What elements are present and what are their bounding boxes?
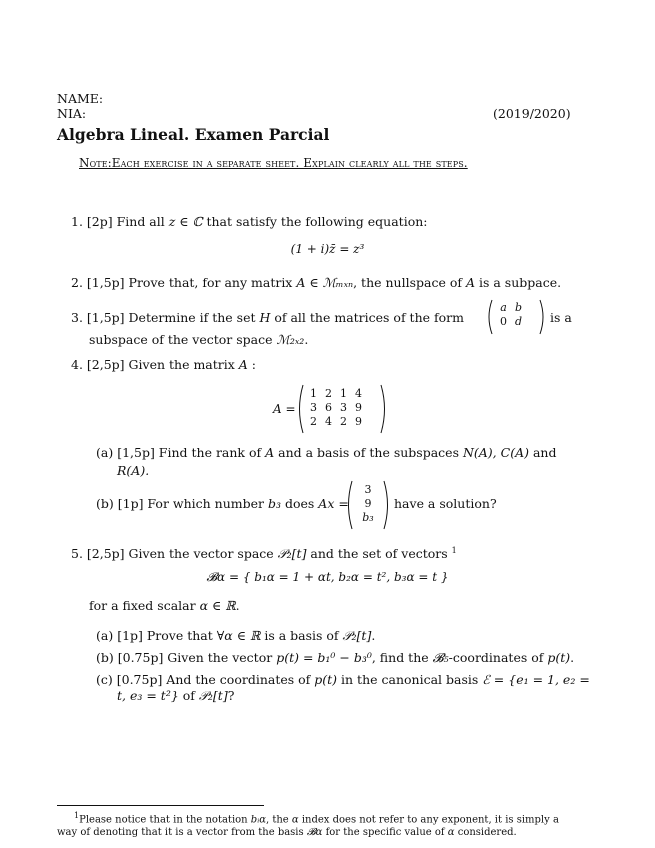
exercise-number: 1. bbox=[71, 214, 83, 229]
exam-title: Algebra Lineal. Examen Parcial bbox=[57, 125, 330, 144]
exercise-4b-vector: 3 9 b₃ bbox=[345, 479, 391, 535]
matrix-lhs: A = bbox=[273, 402, 296, 416]
exercise-1: 1. [2p] Find all z ∈ ℂ that satisfy the following equation: bbox=[71, 214, 428, 229]
exercise-1-equation: (1 + i)z̄ = z³ bbox=[290, 242, 365, 256]
footnote: $^1$Please notice that in the notation bᵢα, the α index does not refer to any exponent, it is simply a way of denoting that it is a vector from the basis 𝓑α for the specific value of α considered. bbox=[57, 811, 559, 839]
exam-note: Note:Each exercise in a separate sheet. Explain clearly all the steps. bbox=[79, 156, 468, 170]
exercise-5c: (c) [0.75p] And the coordinates of p(t) in the canonical basis ℰ = {e₁ = 1, e₂ = bbox=[96, 672, 590, 687]
academic-year: (2019/2020) bbox=[493, 106, 571, 121]
exercise-4a: (a) [1,5p] Find the rank of A and a basis of the subspaces N(A), C(A) and bbox=[96, 445, 557, 460]
exercise-4-matrix: 1 2 1 4 3 6 3 9 2 4 2 9 bbox=[296, 383, 388, 439]
footnote-mark: 1 bbox=[451, 546, 457, 555]
name-label: NAME: bbox=[57, 91, 104, 106]
exercise-5a: (a) [1p] Prove that ∀α ∈ ℝ is a basis of 𝒫₂[t]. bbox=[96, 628, 376, 643]
exercise-number: 3. bbox=[71, 310, 83, 325]
exercise-4b: (b) [1p] For which number b₃ does Ax = bbox=[96, 496, 349, 511]
exercise-number: 2. bbox=[71, 275, 83, 290]
exercise-3: 3. [1,5p] Determine if the set H of all the matrices of the form bbox=[71, 310, 464, 325]
exercise-2: 2. [1,5p] Prove that, for any matrix A ∈ ℳₘₓₙ, the nullspace of A is a subpace. bbox=[71, 275, 562, 290]
exercise-number: 5. bbox=[71, 546, 83, 562]
exercise-5-scalar: for a fixed scalar α ∈ ℝ. bbox=[89, 598, 240, 613]
exam-page: NAME: NIA: (2019/2020) Algebra Lineal. Examen Parcial Note:Each exercise in a separate sheet. Explain clearly all the steps. 1. [2p] Find all z ∈ ℂ that satisfy the following equation: (1 + i)z̄ = z³ 2. [1,5p] Prove that, for any matrix A ∈ ℳₘₓₙ, the nullspace of A is a subpace. 3. [1,5p] Determine if the set H of all the matrices of the form a b 0 d is a subspace of the vector space ℳ₂ₓ₂. 4. [2,5p] Given the matrix A : A = 1 2 1 4 3 6 3 9 2 4 2 9 (a) [1,5p] Find the rank of A and a basis of the subspaces N(A), C(A) and R(A). (b) [1p] For which number b₃ does Ax = 3 9 b₃ have a solution? 5. [2,5p] Given the vector space 𝒫₂[t] and the set of vectors $^1$ 𝓑α = { b₁α = 1 + αt, b₂α = t², b₃α = t } for a fixed scalar α ∈ ℝ. (a) [1p] Prove that ∀α ∈ ℝ is a basis of 𝒫₂[t]. (b) [0.75p] Given the vector p(t) = b₁⁰ − b₃⁰, find the 𝓑₅-coordinates of p(t). (c) [0.75p] And the coordinates of p(t) in the canonical basis ℰ = {e₁ = 1, e₂ = t, e₃ = t²} of 𝒫₂[t]? $^1$Please notice that in the notation bᵢα, the α index does not refer to any exponent, it is simply a way of denoting that it is a vector from the basis 𝓑α for the specific value of α considered. bbox=[0, 0, 655, 848]
exercise-5c-line2: t, e₃ = t²} of 𝒫₂[t]? bbox=[117, 688, 235, 703]
footnote-rule bbox=[57, 805, 264, 806]
nia-label: NIA: bbox=[57, 106, 87, 121]
exercise-5-basis: 𝓑α = { b₁α = 1 + αt, b₂α = t², b₃α = t } bbox=[206, 570, 449, 584]
exercise-number: 4. bbox=[71, 357, 83, 372]
exercise-5b: (b) [0.75p] Given the vector p(t) = b₁⁰ − b₃⁰, find the 𝓑₅-coordinates of p(t). bbox=[96, 650, 575, 665]
exercise-3-line2: subspace of the vector space ℳ₂ₓ₂. bbox=[89, 332, 309, 347]
exercise-3-matrix: a b 0 d bbox=[486, 298, 546, 340]
exercise-5: 5. [2,5p] Given the vector space 𝒫₂[t] and the set of vectors $^1$ bbox=[71, 546, 457, 562]
exercise-4: 4. [2,5p] Given the matrix A : bbox=[71, 357, 256, 372]
